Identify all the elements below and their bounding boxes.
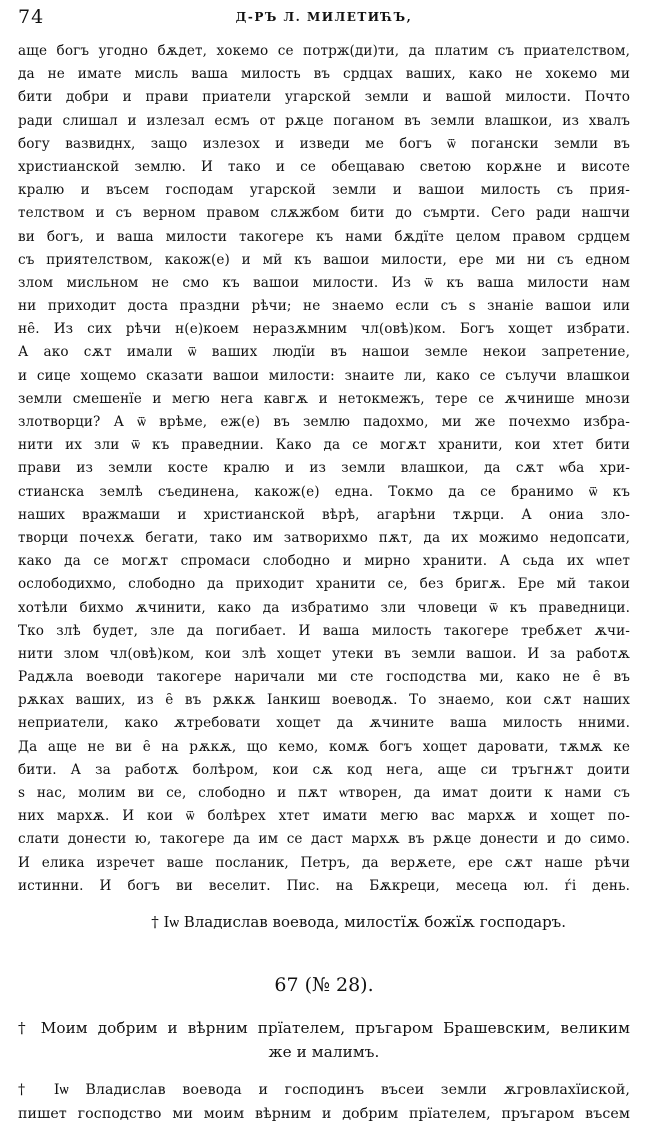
text-line: злотворци? А ѿ врѣме, еж(е) въ землю падохмо, ми же почехмо избра- [18,414,630,430]
page-header [18,6,630,34]
address-line: же и малимъ. [268,1042,380,1061]
text-line: христианской землю. И тако и се обещаваю светою корѫне и висоте [18,158,630,175]
text-line: да не имате мисль ваша милость въ срдцах ваших, како не хокемо ми [18,66,630,83]
text-line: аще богъ угодно бѫдет, хокемо се потрж(ди)ти, да платим съ приателством, [18,43,630,59]
text-line: † Іѡ Владислав воевода и господинъ въсеи земли ѫгровлахїиской, [18,1081,630,1098]
text-line: творци почехѫ бегати, тако им затворихмо пѫт, да их можимо недопсати, [18,529,630,546]
text-line: хотѣли бихмо ѫчинити, како да избратимо зли чловеци ѿ къ праведници. [18,599,630,616]
text-line: нити их зли ѿ къ праведнии. Како да се могѫт хранити, кои хтет бити [18,437,630,454]
text-line: ради слишал и излезал есмъ от рѫце поганом въ земли влашкои, из хвалъ [18,112,630,129]
text-line: бити добри и прави приатели угарской земли и вашой милости. Почто [18,89,630,106]
text-line: како да се могѫт спромаси слободно и мирно хранити. А сьда их ѡпет [18,553,630,570]
text-line: не̑. Из сих рѣчи н(е)коем неразѫмним чл(овѣ)ком. Богъ хощет избрати. [18,321,630,338]
text-line: ни приходит доста праздни рѣчи; не знаемо если съ ѕ знаніе вашои или [18,298,630,315]
text-line: истинни. И богъ ви веселит. Пис. на Бѫкреци, месеца юл. ѓі день. [18,877,630,894]
text-line: А ако сѫт имали ѿ ваших людїи въ нашои земле некои запретение, [18,344,630,361]
text-line: слати донести ю, такогере да им се даст мархѫ въ рѫце донести и до симо. [18,831,630,848]
next-letter-opening [18,1078,630,1127]
text-line: нити злом чл(овѣ)ком, кои злѣ хощет утеки въ земли вашои. И за работѫ [18,645,630,662]
text-line: прави из земли косте кралю и из земли влашкои, да сѫт ѡба хри- [18,460,630,477]
text-line: земли смешенїе и мегю нега кавгѫ и нетокмежъ, тере се ѫчинише мнози [18,390,630,407]
signature-line: † Іѡ Владислав воевода, милостїѫ божїѫ господаръ. [151,912,566,931]
text-line: ослободихмо, слободно да приходит хранити се, без бригѫ. Ере мй такои [18,576,630,593]
document-number-heading: 67 (№ 28). [274,973,374,996]
text-line: Да аще не ви е̑ на рѫкѫ, що кемо, комѫ богъ хощет даровати, тѫмѫ ке [18,738,630,755]
text-line: ви богъ, и ваша милости такогере къ нами бѫдїте целом правом срдцем [18,228,630,245]
text-line: ѕ нас, молим ви се, слободно и пѫт ѡтворен, да имат доити к нами съ [18,785,630,801]
address-block [18,1016,630,1064]
text-line: злом мисльном не смо къ вашои милости. Из ѿ къ ваша милости нам [18,274,630,291]
text-line: бити. А за работѫ болѣром, кои сѫ код нега, аще си тръгнѫт доити [18,761,630,778]
text-line: кралю и въсем господам угарской земли и вашои милость съ прия- [18,182,630,199]
text-line: Тко злѣ будет, зле да погибает. И ваша милость такогере требѫет ѫчи- [18,622,630,639]
text-line: стианска землѣ съединена, какож(е) една. Токмо да се бранимо ѿ къ [18,483,630,500]
text-line: богу вазвиднх, защо излезох и изведи ме богъ ѿ погански земли въ [18,135,630,152]
page-number: 74 [18,6,45,28]
address-line: † Моим добрим и вѣрним прїателем, пръгаром Брашевским, великим [18,1018,630,1037]
text-line: них мархѫ. И кои ѿ болѣрех хтет имати мегю вас мархѫ и хощет по- [18,808,630,825]
text-line: И елика изречет ваше посланик, Петръ, да верѫете, ере сѫт наше рѣчи [18,854,630,871]
text-line: неприатели, како ѫтребовати хощет да ѫчините ваша милость нними. [18,715,630,732]
text-line: рѫках ваших, из е̑ въ рѫкѫ Іанкиш воеводѫ. То знаемо, кои сѫт наших [18,692,630,709]
text-line: телством и съ верном правом слѫжбом бити до съмрти. Сего ради нашчи [18,205,630,222]
letter-body [18,40,630,898]
text-line: и сице хощемо сказати вашои милости: знаите ли, како се сълучи влашкои [18,367,630,384]
text-line: Радѫла воеводи такогере наричали ми сте господства ми, како не е̑ въ [18,669,630,686]
text-line: съ приятелством, какож(е) и мй къ вашои милости, ере ми ни съ едном [18,251,630,268]
text-line: пишет господство ми моим вѣрним и добрим прїателем, пръгаром въсем [18,1106,630,1123]
text-line: наших вражмаши и христианской вѣрѣ, агарѣни тѫрци. А ониа зло- [18,506,630,523]
running-head: Д-РЪ Л. МИЛЕТИЋЪ, [235,10,413,24]
